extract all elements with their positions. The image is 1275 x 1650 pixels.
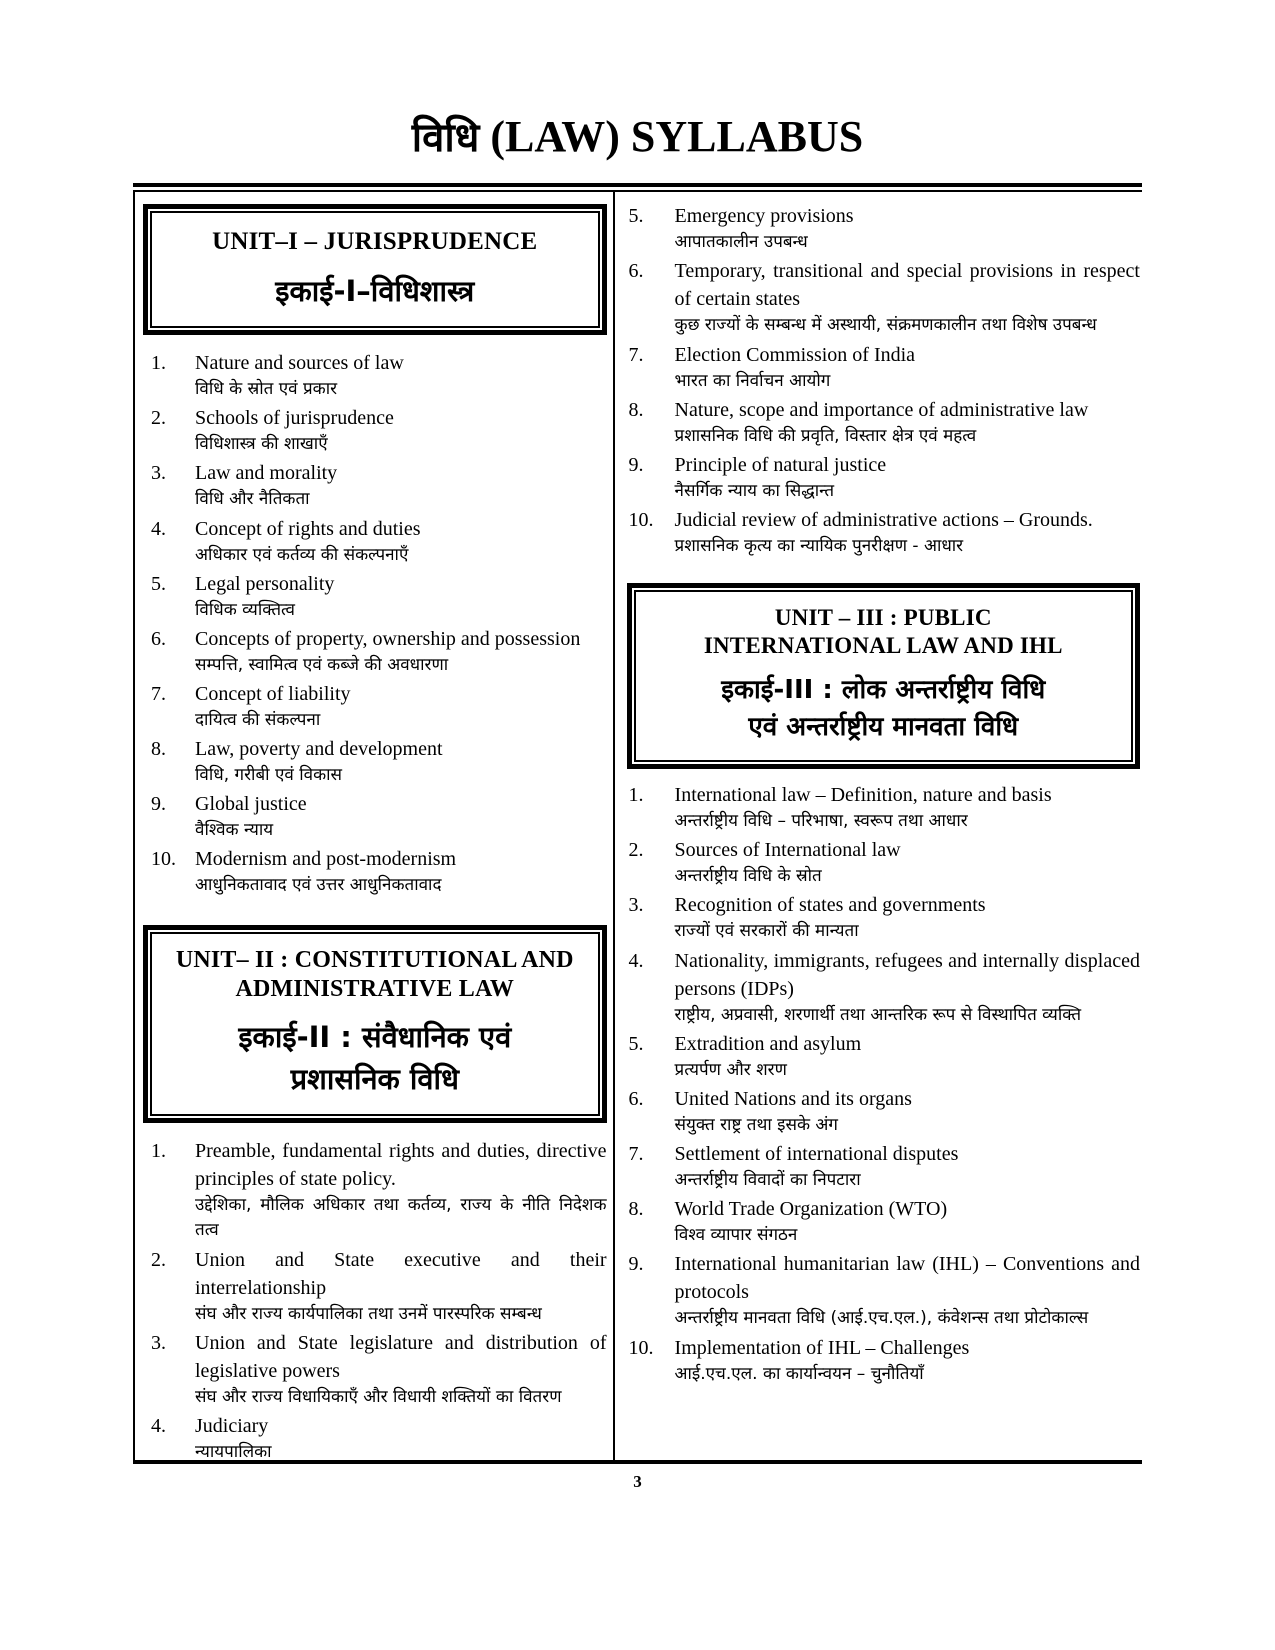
list-item [143,515,607,568]
item-text-hindi: विधि और नैतिकता [195,489,310,510]
unit-2-heading-english: UNIT– II : CONSTITUTIONAL AND ADMINISTRATIVE LAW [175,946,574,1002]
item-text-hindi: आपातकालीन उपबन्ध [674,232,808,253]
item-number: 10. [628,1336,654,1359]
list-item [627,341,1140,394]
unit-3-heading-english-line2: INTERNATIONAL LAW AND IHL [703,633,1063,659]
item-text-hindi: विश्व व्यापार संगठन [674,1225,798,1246]
item-text-hindi: अन्तर्राष्ट्रीय विधि – परिभाषा, स्वरूप तथा आधार [674,811,968,832]
unit-3-heading-english-line1: UNIT – III : PUBLIC [774,605,992,631]
item-text-hindi: विधिक व्यक्तित्व [195,599,296,620]
list-item [627,1030,1140,1083]
item-number: 4. [151,1414,166,1437]
two-column-body [133,192,1142,1460]
list-item [627,891,1140,944]
unit-3-heading-english [646,604,1121,660]
item-number: 3. [628,894,644,917]
item-text-hindi: आई.एच.एल. का कार्यान्वयन – चुनौतियाँ [674,1363,924,1384]
item-text-hindi: न्यायपालिका [195,1441,272,1462]
item-number: 10. [151,848,176,871]
item-text-hindi: भारत का निर्वाचन आयोग [674,370,831,391]
list-item [143,570,607,623]
item-text-hindi: विधि, गरीबी एवं विकास [195,765,343,786]
item-number: 6. [628,260,644,283]
item-text-hindi: प्रशासनिक विधि की प्रवृति, विस्तार क्षेत्र एवं महत्व [674,425,977,446]
unit-2-item-list-right [627,202,1140,559]
list-item [143,1329,607,1410]
item-number: 7. [628,343,644,366]
item-number: 2. [151,1248,166,1271]
unit-1-item-list [143,349,607,899]
item-text-hindi: सम्पत्ति, स्वामित्व एवं कब्जे की अवधारणा [195,654,449,675]
list-item [143,1412,607,1465]
item-number: 6. [628,1087,644,1110]
unit-2-heading-hindi-line1: इकाई-II : संवैधानिक एवं [238,1020,512,1055]
item-number: 4. [151,517,166,540]
page-number: 3 [633,1472,642,1492]
item-number: 8. [628,1198,644,1221]
page-title-english: (LAW) SYLLABUS [490,112,864,161]
list-item [627,836,1140,889]
item-number: 10. [628,509,654,532]
item-number: 5. [628,205,644,228]
unit-3-heading-hindi-line2: एवं अन्तर्राष्ट्रीय मानवता विधि [748,712,1019,743]
list-item [143,404,607,457]
item-text-english: Preamble, fundamental rights and duties, directive principles of state policy. [195,1140,607,1191]
item-text-hindi: विधिशास्त्र की शाखाएँ [195,434,328,455]
item-text-hindi: राज्यों एवं सरकारों की मान्यता [674,921,859,942]
item-text-english: Recognition of states and governments [674,894,986,917]
list-item [627,451,1140,504]
item-text-english: Implementation of IHL – Challenges [674,1336,970,1359]
item-number: 7. [628,1143,644,1166]
left-column [135,192,613,1460]
list-item [143,349,607,402]
item-number: 5. [151,572,166,595]
item-text-hindi: कुछ राज्यों के सम्बन्ध में अस्थायी, संक्रमणकालीन तथा विशेष उपबन्ध [674,315,1097,336]
item-text-english: International humanitarian law (IHL) – Conventions and protocols [674,1253,1140,1304]
unit-1-heading-english: UNIT–I – JURISPRUDENCE [212,228,538,256]
right-column [615,192,1142,1460]
list-item [627,506,1140,559]
item-text-english: Legal personality [195,572,335,595]
item-text-english: United Nations and its organs [674,1087,912,1110]
item-text-hindi: अधिकार एवं कर्तव्य की संकल्पनाएँ [195,544,409,565]
list-item [627,1334,1140,1387]
item-text-hindi: अन्तर्राष्ट्रीय मानवता विधि (आई.एच.एल.), कंवेशन्स तथा प्रोटोकाल्स [674,1308,1089,1329]
item-text-hindi: संघ और राज्य विधायिकाएँ और विधायी शक्तियों का वितरण [195,1386,562,1407]
item-number: 9. [628,453,644,476]
item-number: 2. [628,839,644,862]
item-text-english: Law, poverty and development [195,738,443,761]
item-text-hindi: राष्ट्रीय, अप्रवासी, शरणार्थी तथा आन्तरिक रूप से विस्थापित व्यक्ति [674,1004,1082,1025]
item-number: 1. [151,1140,166,1163]
item-text-hindi: वैश्विक न्याय [195,820,274,841]
unit-3-heading-hindi [646,672,1121,746]
list-item [143,1137,607,1243]
item-number: 9. [628,1253,644,1276]
item-text-hindi: नैसर्गिक न्याय का सिद्धान्त [674,480,835,501]
list-item [627,1250,1140,1331]
item-text-english: Settlement of international disputes [674,1143,959,1166]
item-text-hindi: प्रशासनिक कृत्य का न्यायिक पुनरीक्षण - आधार [674,536,964,557]
unit-3-item-list [627,781,1140,1387]
item-number: 3. [151,462,166,485]
unit-1-heading-hindi: इकाई-I–विधिशास्त्र [275,273,475,308]
item-text-hindi: संघ और राज्य कार्यपालिका तथा उनमें पारस्परिक सम्बन्ध [195,1303,542,1324]
item-text-hindi: दायित्व की संकल्पना [195,709,321,730]
item-number: 7. [151,682,166,705]
item-text-hindi: आधुनिकतावाद एवं उत्तर आधुनिकतावाद [195,875,442,896]
item-number: 3. [151,1331,166,1354]
list-item [143,680,607,733]
list-item [143,735,607,788]
unit-2-heading-box [143,925,607,1124]
item-number: 1. [151,352,166,375]
item-number: 9. [151,793,166,816]
item-text-english: Union and State executive and their interrelationship [195,1248,607,1299]
item-text-english: Sources of International law [674,839,901,862]
unit-3-heading-hindi-line1: इकाई-III : लोक अन्तर्राष्ट्रीय विधि [721,675,1046,706]
list-item [143,1246,607,1327]
item-text-hindi: उद्देशिका, मौलिक अधिकार तथा कर्तव्य, राज्य के नीति निदेशक तत्व [195,1195,607,1241]
item-number: 8. [628,398,644,421]
page-title-hindi: विधि [411,115,480,161]
item-text-english: Law and morality [195,462,338,485]
item-text-hindi: संयुक्त राष्ट्र तथा इसके अंग [674,1114,838,1135]
list-item [627,202,1140,255]
item-text-english: Concept of liability [195,682,351,705]
list-item [627,781,1140,834]
item-text-english: Nature, scope and importance of administrative law [674,398,1089,421]
item-number: 4. [628,949,644,972]
item-text-english: Concept of rights and duties [195,517,421,540]
list-item [627,947,1140,1028]
item-text-english: Modernism and post-modernism [195,848,457,871]
list-item [143,459,607,512]
item-text-english: Nature and sources of law [195,352,404,375]
item-text-english: Emergency provisions [674,205,854,228]
list-item [143,625,607,678]
item-text-english: Nationality, immigrants, refugees and internally displaced persons (IDPs) [674,949,1140,1000]
item-text-english: Global justice [195,793,307,816]
list-item [627,257,1140,338]
top-double-rule [133,183,1142,192]
item-text-english: Extradition and asylum [674,1032,862,1055]
item-text-english: Judicial review of administrative actions – Grounds. [674,509,1093,532]
unit-2-heading-hindi [162,1016,588,1100]
page-title [0,0,1275,161]
list-item [627,1195,1140,1248]
list-item [143,845,607,898]
list-item [627,1085,1140,1138]
item-text-english: Election Commission of India [674,343,916,366]
item-text-hindi: प्रत्यर्पण और शरण [674,1059,787,1080]
item-number: 1. [628,784,644,807]
item-text-english: Temporary, transitional and special provisions in respect of certain states [674,260,1140,311]
list-item [143,790,607,843]
item-text-english: International law – Definition, nature and basis [674,784,1052,807]
list-item [627,396,1140,449]
item-text-english: Principle of natural justice [674,453,887,476]
item-text-english: Schools of jurisprudence [195,407,394,430]
item-text-hindi: विधि के स्रोत एवं प्रकार [195,379,338,400]
unit-3-heading-box [627,583,1140,769]
item-number: 5. [628,1032,644,1055]
item-text-english: Concepts of property, ownership and possession [195,627,581,650]
item-text-hindi: अन्तर्राष्ट्रीय विधि के स्रोत [674,866,822,887]
item-text-hindi: अन्तर्राष्ट्रीय विवादों का निपटारा [674,1170,861,1191]
unit-2-item-list-left [143,1137,607,1465]
item-text-english: Union and State legislature and distribution of legislative powers [195,1331,607,1382]
unit-1-heading-box [143,204,607,335]
unit-2-heading-hindi-line2: प्रशासनिक विधि [290,1062,459,1097]
item-number: 2. [151,407,166,430]
item-number: 6. [151,627,166,650]
item-text-english: World Trade Organization (WTO) [674,1198,948,1221]
list-item [627,1140,1140,1193]
item-number: 8. [151,738,166,761]
item-text-english: Judiciary [195,1414,269,1437]
